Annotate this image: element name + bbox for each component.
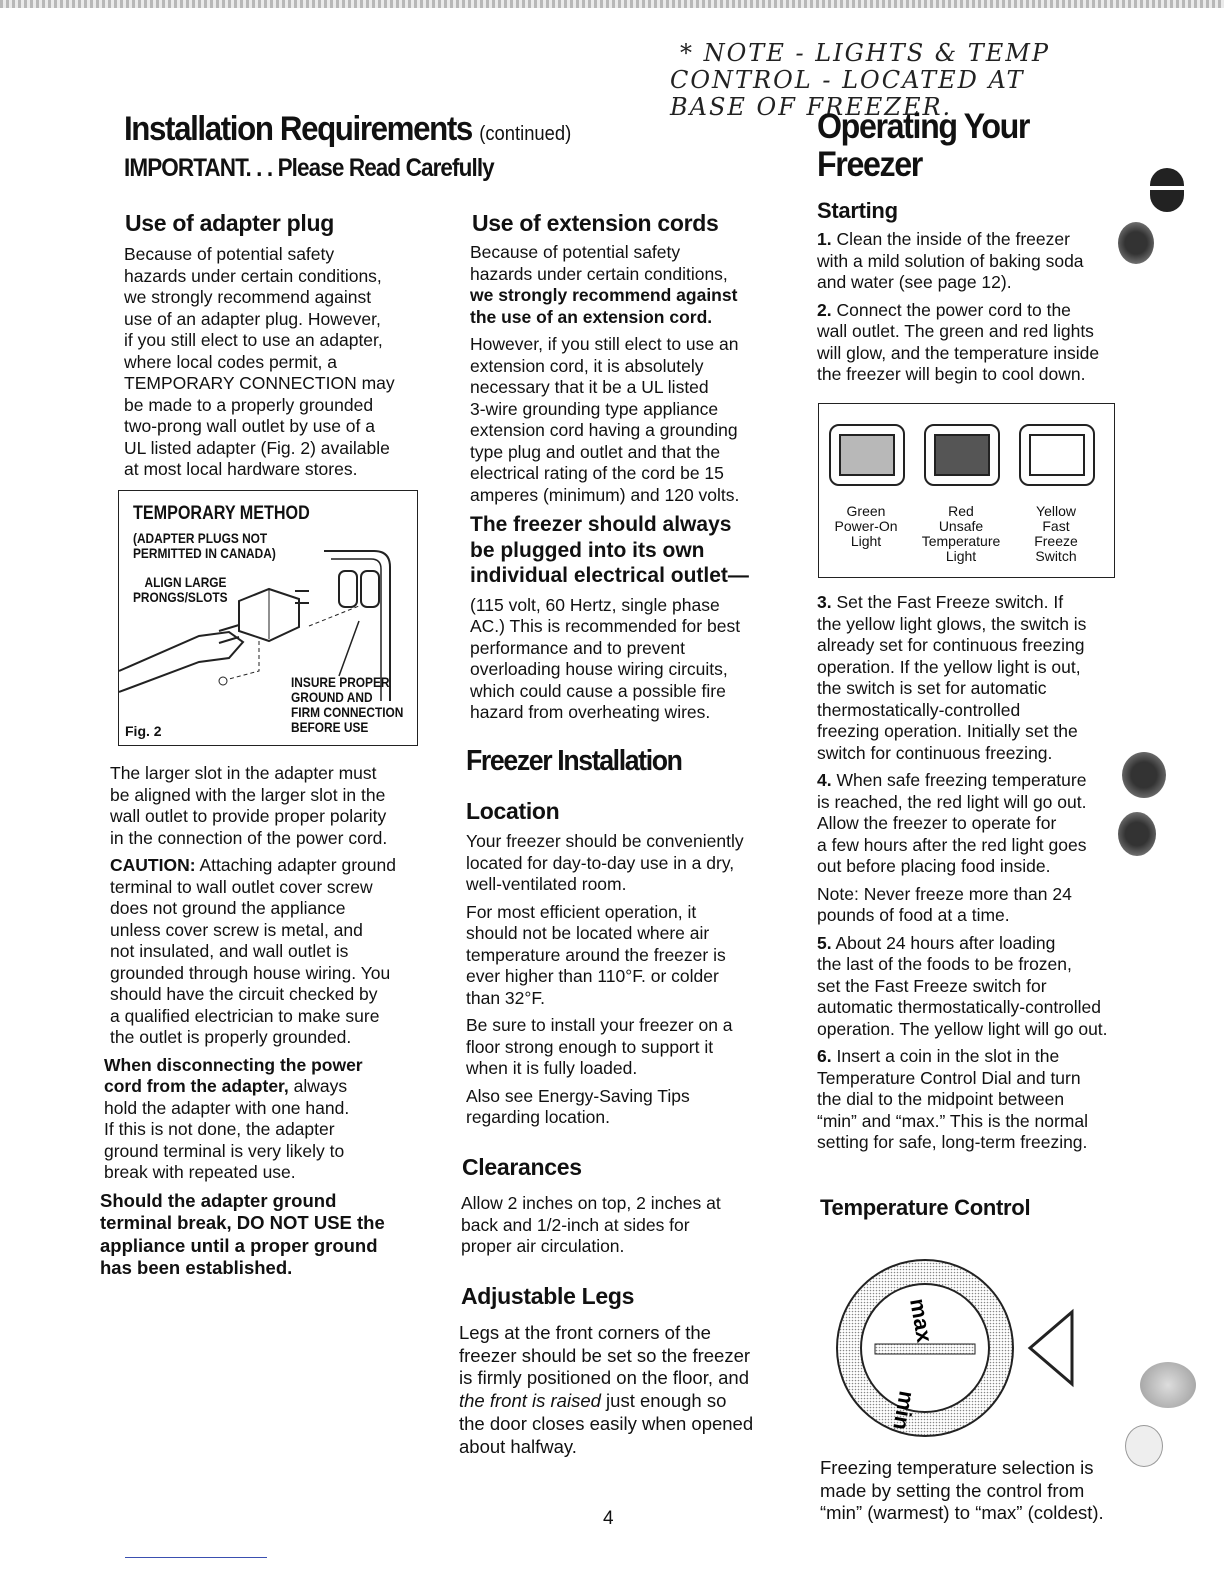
text-line: (115 volt, 60 Hertz, single phase <box>470 594 720 615</box>
text: Connect the power cord to the <box>831 299 1071 320</box>
subtitle: IMPORTANT. . . Please Read Carefully <box>124 154 494 182</box>
text-line: Also see Energy-Saving Tips <box>466 1085 690 1106</box>
text-line: floor strong enough to support it <box>466 1036 714 1057</box>
text-line: unless cover screw is metal, and <box>110 919 363 940</box>
text: Attaching adapter ground <box>195 855 396 875</box>
text-line: pounds of food at a time. <box>817 905 1010 925</box>
punch-hole-mark <box>1122 752 1166 798</box>
paragraph <box>466 1015 776 1080</box>
text-line: The larger slot in the adapter must <box>110 763 377 783</box>
step-5 <box>817 933 1127 1041</box>
light-label-line: Green <box>846 503 886 519</box>
figure-insure-label <box>291 675 403 735</box>
text-line: overloading house wiring circuits, <box>470 659 728 679</box>
note-paragraph <box>817 884 1127 927</box>
callout-line: The freezer should always <box>470 513 732 536</box>
paragraph <box>104 1055 430 1184</box>
page-title <box>124 110 571 149</box>
heading-freezer-installation: Freezer Installation <box>466 745 682 777</box>
text-line: setting for safe, long-term freezing. <box>817 1132 1088 1152</box>
text-line: a qualified electrician to make sure <box>110 1005 380 1026</box>
text-line: the last of the foods to be frozen, <box>817 954 1072 974</box>
paragraph <box>470 334 780 506</box>
paragraph <box>470 595 780 724</box>
italic-text: the front is raised <box>459 1390 601 1412</box>
text-line: Allow the freezer to operate for <box>817 813 1057 833</box>
text-line: when it is fully loaded. <box>466 1058 638 1078</box>
text-line: in the connection of the power cord. <box>110 827 388 848</box>
text: When safe freezing temperature <box>831 770 1087 790</box>
light-label-line: Switch <box>1035 548 1077 564</box>
text-line: operation. If the yellow light is out, <box>817 656 1081 677</box>
text-line: terminal to wall outlet cover screw <box>110 876 373 897</box>
heading-clearances: Clearances <box>462 1154 582 1180</box>
text-line: “min” (warmest) to “max” (coldest). <box>820 1502 1104 1524</box>
title-suffix: (continued) <box>479 123 572 145</box>
light-lens <box>1029 434 1085 476</box>
text-line <box>470 285 780 307</box>
text-line: grounded through house wiring. You <box>110 962 391 983</box>
dial-pointer-icon <box>1030 1312 1072 1384</box>
light-label-line: Red <box>948 503 974 519</box>
figure-2 <box>118 490 418 746</box>
text-line: is firmly positioned on the floor, and <box>459 1367 749 1389</box>
figure-caption: Fig. 2 <box>125 723 162 739</box>
note-line: CONTROL - LOCATED AT <box>670 66 1025 94</box>
text-line <box>817 592 1127 614</box>
text-line: the freezer will begin to cool down. <box>817 364 1086 384</box>
text-line: set the Fast Freeze switch for <box>817 975 1047 996</box>
bold-text: has been established. <box>100 1257 293 1278</box>
figure-note-line: (ADAPTER PLUGS NOT <box>133 530 268 546</box>
text-line: hold the adapter with one hand. <box>104 1097 350 1118</box>
text-line: proper air circulation. <box>461 1236 625 1256</box>
callout-line: be plugged into its own <box>470 538 705 562</box>
light-label-line: Fast <box>1042 518 1070 534</box>
text-line: regarding location. <box>466 1107 610 1127</box>
text-line <box>100 1212 430 1235</box>
punch-hole-mark <box>1118 222 1154 264</box>
punch-hole-mark <box>1118 812 1156 856</box>
heading-adjustable-legs: Adjustable Legs <box>461 1283 635 1309</box>
text-line: automatic thermostatically-controlled <box>817 997 1102 1017</box>
note-line: * NOTE - LIGHTS & TEMP <box>680 39 1051 67</box>
section-title-operating <box>817 108 1029 184</box>
bold-text: appliance until a proper ground <box>100 1234 378 1256</box>
text-line: freezing operation. Initially set the <box>817 721 1078 741</box>
underline-mark <box>125 1557 267 1558</box>
bold-text: we strongly recommend against <box>470 285 738 305</box>
text-line: at most local hardware stores. <box>124 459 358 479</box>
text-line: Allow 2 inches on top, 2 inches at <box>461 1193 721 1213</box>
text-line <box>470 307 780 329</box>
text-line: back and 1/2-inch at sides for <box>461 1214 690 1235</box>
text-line <box>817 770 1127 792</box>
title-text: Installation Requirements <box>124 110 472 148</box>
text-line: freezer should be set so the freezer <box>459 1344 751 1366</box>
text-line: TEMPORARY CONNECTION may <box>124 373 395 393</box>
text-line: However, if you still elect to use an <box>470 334 739 354</box>
scan-artifact <box>0 0 1224 8</box>
title-line: Operating Your <box>817 107 1030 146</box>
text-line <box>817 229 1117 251</box>
text-line: be aligned with the larger slot in the <box>110 784 386 805</box>
heading-starting: Starting <box>817 198 898 223</box>
text-line: out before placing food inside. <box>817 856 1051 876</box>
text: Insert a coin in the slot in the <box>831 1046 1060 1066</box>
text-line: Your freezer should be conveniently <box>466 831 744 851</box>
heading-adapter-plug: Use of adapter plug <box>125 210 334 236</box>
light-label <box>821 504 911 549</box>
text-line: should have the circuit checked by <box>110 984 378 1004</box>
text-line <box>100 1190 430 1213</box>
fast-freeze-switch[interactable] <box>1019 424 1095 486</box>
punch-hole-mark <box>1150 168 1184 186</box>
bold-text: terminal break, DO NOT USE the <box>100 1212 385 1233</box>
text-line: thermostatically-controlled <box>817 699 1021 720</box>
bold-text: When disconnecting the power <box>104 1054 363 1075</box>
text-line: Note: Never freeze more than 24 <box>817 883 1072 904</box>
text-line: does not ground the appliance <box>110 898 346 918</box>
text-line: ground terminal is very likely to <box>104 1140 345 1161</box>
step-2 <box>817 300 1117 386</box>
light-label-line: Power-On <box>834 518 898 534</box>
text-line <box>104 1076 430 1098</box>
text-line: “min” and “max.” This is the normal <box>817 1110 1089 1131</box>
outlet-callout <box>470 512 780 589</box>
bold-text: the use of an extension cord. <box>470 306 713 327</box>
text-line: hazard from overheating wires. <box>470 702 711 722</box>
text-line: type plug and outlet and that the <box>470 441 721 462</box>
dial-min-label: min <box>888 1389 920 1433</box>
page-number: 4 <box>603 1508 614 1529</box>
text-line: be made to a properly grounded <box>124 394 374 415</box>
text-line: Because of potential safety <box>470 242 681 262</box>
figure-insure-line: FIRM CONNECTION <box>291 704 404 720</box>
callout-line: individual electrical outlet— <box>470 564 749 587</box>
coin-slot[interactable] <box>875 1344 975 1354</box>
light-lens <box>934 434 990 476</box>
text-line: we strongly recommend against <box>124 287 372 307</box>
bold-text: 1. <box>817 229 832 249</box>
note-line: BASE OF FREEZER. <box>670 93 953 121</box>
light-label-line: Freeze <box>1034 533 1078 549</box>
text-line: than 32°F. <box>466 987 545 1008</box>
bold-text: 5. <box>817 932 832 953</box>
text-line: wall outlet to provide proper polarity <box>110 806 387 826</box>
punch-hole-mark <box>1140 1362 1196 1408</box>
text-line: hazards under certain conditions, <box>470 263 728 284</box>
control-lights-figure <box>818 403 1115 578</box>
dial-max-label: max <box>905 1296 938 1345</box>
paragraph <box>466 831 776 896</box>
bold-text: 3. <box>817 592 832 612</box>
light-label-line: Yellow <box>1036 503 1076 519</box>
caution-paragraph <box>110 855 430 1049</box>
text-line: AC.) This is recommended for best <box>470 616 741 636</box>
text-line: amperes (minimum) and 120 volts. <box>470 484 740 505</box>
paragraph <box>110 763 430 849</box>
text: Set the Fast Freeze switch. If <box>831 592 1064 612</box>
text-line: operation. The yellow light will go out. <box>817 1018 1108 1039</box>
light-label <box>916 504 1006 564</box>
text-line: with a mild solution of baking soda <box>817 250 1084 271</box>
heading-location: Location <box>466 798 560 824</box>
indicator-light <box>924 424 1000 486</box>
bold-text: 6. <box>817 1046 832 1066</box>
text-line: where local codes permit, a <box>124 351 338 372</box>
figure-insure-line: BEFORE USE <box>291 719 369 735</box>
text-line: use of an adapter plug. However, <box>124 308 381 329</box>
punch-hole-mark <box>1150 190 1184 212</box>
text-line: should not be located where air <box>466 923 710 943</box>
text-line: wall outlet. The green and red lights <box>817 321 1094 341</box>
bold-text: 2. <box>817 299 832 320</box>
paragraph <box>124 244 424 481</box>
text-line: made by setting the control from <box>820 1479 1085 1501</box>
light-label-line: Light <box>850 533 882 549</box>
text-line: break with repeated use. <box>104 1162 296 1182</box>
paragraph <box>466 1086 776 1129</box>
step-3 <box>817 592 1127 764</box>
text-line: Be sure to install your freezer on a <box>466 1015 733 1035</box>
text-line: extension cord having a grounding <box>470 420 738 440</box>
step-4 <box>817 770 1127 878</box>
paragraph <box>470 242 780 328</box>
light-lens <box>839 434 895 476</box>
text-line: will glow, and the temperature inside <box>817 342 1100 363</box>
bold-text: CAUTION: <box>110 855 196 875</box>
text-line <box>817 933 1127 955</box>
text-line: and water (see page 12). <box>817 272 1012 292</box>
figure-note-line: PERMITTED IN CANADA) <box>133 545 276 561</box>
text-line: a few hours after the red light goes <box>817 834 1087 855</box>
paragraph <box>466 902 776 1010</box>
text-line: if you still elect to use an adapter, <box>124 330 383 350</box>
text-line: For most efficient operation, it <box>466 901 697 922</box>
text-line: well-ventilated room. <box>466 874 627 894</box>
figure-insure-line: INSURE PROPER <box>291 674 390 690</box>
text-line: about halfway. <box>459 1435 577 1457</box>
text-line: Freezing temperature selection is <box>820 1457 1094 1478</box>
text-line: If this is not done, the adapter <box>104 1119 335 1139</box>
text-line: hazards under certain conditions, <box>124 265 382 286</box>
text-line: ever higher than 110°F. or colder <box>466 966 719 986</box>
text-line: the dial to the midpoint between <box>817 1089 1065 1109</box>
text-line: two-prong wall outlet by use of a <box>124 416 375 436</box>
text-line: switch for continuous freezing. <box>817 742 1053 763</box>
text-line: Because of potential safety <box>124 244 335 264</box>
light-label-line: Light <box>945 548 977 564</box>
figure-insure-line: GROUND AND <box>291 689 373 705</box>
text: just enough so <box>600 1390 727 1412</box>
text-line <box>817 300 1117 322</box>
indicator-light <box>829 424 905 486</box>
text: About 24 hours after loading <box>831 932 1056 953</box>
text-line: not insulated, and wall outlet is <box>110 941 349 961</box>
temperature-dial-illustration <box>830 1250 1100 1450</box>
text-line: the yellow light glows, the switch is <box>817 613 1087 634</box>
title-line: Freezer <box>817 145 922 184</box>
text-line: temperature around the freezer is <box>466 944 726 965</box>
light-label-line: Unsafe <box>938 518 984 534</box>
figure-align-line: ALIGN LARGE <box>144 574 227 590</box>
paragraph <box>820 1457 1150 1525</box>
light-label-line: Temperature <box>921 533 1001 549</box>
text-line: extension cord, it is absolutely <box>470 355 704 376</box>
text: always <box>288 1076 348 1096</box>
text-line: the switch is set for automatic <box>817 678 1047 698</box>
text-line: performance and to prevent <box>470 637 685 658</box>
text-line <box>817 1046 1127 1068</box>
text-line: Temperature Control Dial and turn <box>817 1067 1081 1088</box>
paragraph <box>461 1193 771 1258</box>
text-line: which could cause a possible fire <box>470 680 726 701</box>
text: Clean the inside of the freezer <box>831 229 1070 249</box>
text-line: Legs at the front corners of the <box>459 1322 711 1343</box>
heading-extension-cords: Use of extension cords <box>472 210 719 236</box>
text-line: is reached, the red light will go out. <box>817 791 1087 812</box>
warning-paragraph <box>100 1190 430 1280</box>
text-line <box>459 1390 779 1413</box>
text-line <box>100 1257 430 1280</box>
bold-text: 4. <box>817 770 832 790</box>
bold-text: Should the adapter ground <box>100 1189 337 1211</box>
text-line <box>100 1235 430 1258</box>
text-line: already set for continuous freezing <box>817 635 1085 655</box>
text-line: UL listed adapter (Fig. 2) available <box>124 437 390 458</box>
step-6 <box>817 1046 1127 1154</box>
figure-align-line: PRONGS/SLOTS <box>133 589 228 605</box>
text-line: 3-wire grounding type appliance <box>470 398 719 419</box>
text-line: the door closes easily when opened <box>459 1412 754 1434</box>
step-1 <box>817 229 1117 294</box>
heading-temperature-control: Temperature Control <box>820 1195 1031 1220</box>
text-line: electrical rating of the cord be 15 <box>470 463 724 483</box>
text-line <box>110 855 430 877</box>
paragraph <box>459 1322 779 1458</box>
text-line: located for day-to-day use in a dry, <box>466 852 735 873</box>
text-line <box>104 1055 430 1077</box>
bold-text: cord from the adapter, <box>104 1076 289 1096</box>
text-line: necessary that it be a UL listed <box>470 377 709 397</box>
text-line: the outlet is properly grounded. <box>110 1027 352 1047</box>
light-label <box>1011 504 1101 564</box>
figure-title: TEMPORARY METHOD <box>133 503 310 524</box>
